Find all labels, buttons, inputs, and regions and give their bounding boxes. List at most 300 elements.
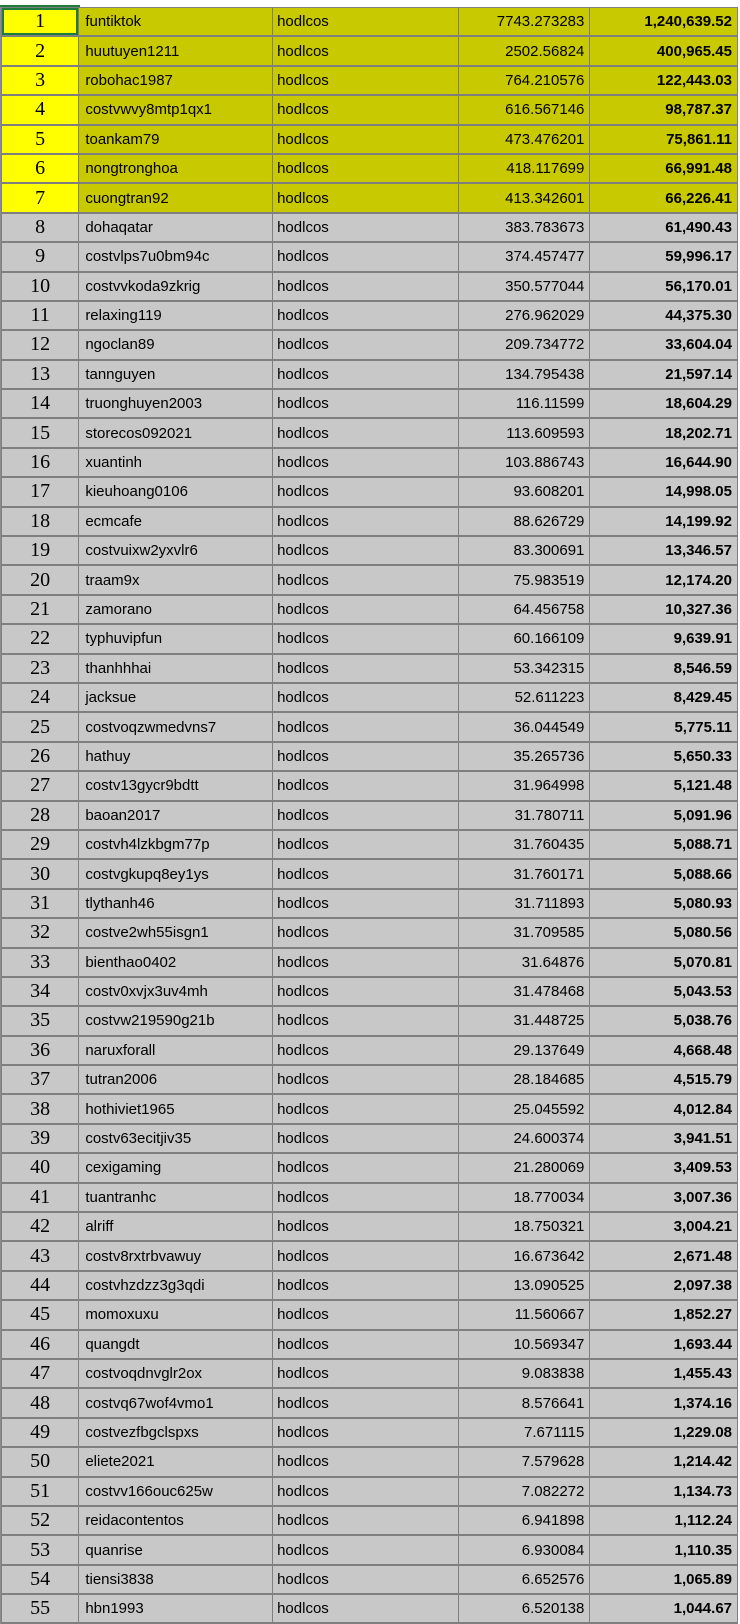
rank-cell[interactable]: 25 [2, 712, 79, 741]
amount-cell[interactable]: 103.886743 [458, 448, 590, 477]
value-cell[interactable]: 5,080.93 [590, 889, 738, 918]
value-cell[interactable]: 5,070.81 [590, 948, 738, 977]
platform-cell[interactable]: hodlcos [273, 154, 459, 183]
rank-cell[interactable]: 2 [2, 36, 79, 65]
table-row [2, 801, 738, 830]
rank-cell[interactable]: 22 [2, 624, 79, 653]
username-cell[interactable]: costvwvy8mtp1qx1 [79, 95, 273, 124]
platform-cell[interactable]: hodlcos [273, 1330, 459, 1359]
rank-cell[interactable]: 27 [2, 771, 79, 800]
value-cell[interactable]: 14,998.05 [590, 477, 738, 506]
table-row [2, 1535, 738, 1564]
rank-cell[interactable]: 50 [2, 1447, 79, 1476]
rank-cell[interactable]: 49 [2, 1418, 79, 1447]
username-cell[interactable]: costvoqzwmedvns7 [79, 712, 273, 741]
amount-cell[interactable]: 31.709585 [458, 918, 590, 947]
platform-cell[interactable]: hodlcos [273, 418, 459, 447]
amount-cell[interactable]: 418.117699 [458, 154, 590, 183]
username-cell[interactable]: hathuy [79, 742, 273, 771]
rank-cell[interactable]: 15 [2, 418, 79, 447]
table-row [2, 1183, 738, 1212]
amount-cell[interactable]: 2502.56824 [458, 36, 590, 65]
username-cell[interactable]: costv0xvjx3uv4mh [79, 977, 273, 1006]
value-cell[interactable]: 122,443.03 [590, 66, 738, 95]
value-cell[interactable]: 14,199.92 [590, 507, 738, 536]
value-cell[interactable]: 4,012.84 [590, 1094, 738, 1123]
platform-cell[interactable]: hodlcos [273, 742, 459, 771]
value-cell[interactable]: 18,202.71 [590, 418, 738, 447]
table-row [2, 1418, 738, 1447]
table-row [2, 272, 738, 301]
amount-cell[interactable]: 8.576641 [458, 1388, 590, 1417]
value-cell[interactable]: 9,639.91 [590, 624, 738, 653]
rank-cell[interactable]: 30 [2, 859, 79, 888]
table-row [2, 1447, 738, 1476]
value-cell[interactable]: 56,170.01 [590, 272, 738, 301]
amount-cell[interactable]: 16.673642 [458, 1241, 590, 1270]
amount-cell[interactable]: 7.671115 [458, 1418, 590, 1447]
rank-cell[interactable]: 42 [2, 1212, 79, 1241]
value-cell[interactable]: 2,671.48 [590, 1241, 738, 1270]
username-cell[interactable]: xuantinh [79, 448, 273, 477]
platform-cell[interactable]: hodlcos [273, 771, 459, 800]
value-cell[interactable]: 33,604.04 [590, 330, 738, 359]
username-cell[interactable]: storecos092021 [79, 418, 273, 447]
rank-cell[interactable]: 36 [2, 1036, 79, 1065]
rank-cell[interactable]: 11 [2, 301, 79, 330]
table-row [2, 477, 738, 506]
amount-cell[interactable]: 31.64876 [458, 948, 590, 977]
table-row [2, 1241, 738, 1270]
platform-cell[interactable]: hodlcos [273, 66, 459, 95]
rank-cell[interactable]: 40 [2, 1153, 79, 1182]
amount-cell[interactable]: 6.930084 [458, 1535, 590, 1564]
table-row [2, 683, 738, 712]
platform-cell[interactable]: hodlcos [273, 1418, 459, 1447]
amount-cell[interactable]: 6.652576 [458, 1565, 590, 1594]
rank-cell[interactable]: 1 [2, 8, 79, 37]
username-cell[interactable]: hothiviet1965 [79, 1094, 273, 1123]
rank-cell[interactable]: 14 [2, 389, 79, 418]
rank-cell[interactable]: 53 [2, 1535, 79, 1564]
value-cell[interactable]: 1,214.42 [590, 1447, 738, 1476]
amount-cell[interactable]: 29.137649 [458, 1036, 590, 1065]
amount-cell[interactable]: 9.083838 [458, 1359, 590, 1388]
value-cell[interactable]: 1,693.44 [590, 1330, 738, 1359]
table-row [2, 536, 738, 565]
amount-cell[interactable]: 28.184685 [458, 1065, 590, 1094]
username-cell[interactable]: costvuixw2yxvlr6 [79, 536, 273, 565]
value-cell[interactable]: 1,374.16 [590, 1388, 738, 1417]
value-cell[interactable]: 1,134.73 [590, 1477, 738, 1506]
value-cell[interactable]: 59,996.17 [590, 242, 738, 271]
rank-cell[interactable]: 47 [2, 1359, 79, 1388]
platform-cell[interactable]: hodlcos [273, 595, 459, 624]
username-cell[interactable]: costvv166ouc625w [79, 1477, 273, 1506]
rank-cell[interactable]: 52 [2, 1506, 79, 1535]
platform-cell[interactable]: hodlcos [273, 360, 459, 389]
amount-cell[interactable]: 276.962029 [458, 301, 590, 330]
amount-cell[interactable]: 7743.273283 [458, 8, 590, 37]
table-row [2, 183, 738, 212]
amount-cell[interactable]: 52.611223 [458, 683, 590, 712]
amount-cell[interactable]: 53.342315 [458, 654, 590, 683]
value-cell[interactable]: 1,044.67 [590, 1594, 738, 1623]
rank-cell[interactable]: 20 [2, 565, 79, 594]
rank-cell[interactable]: 10 [2, 272, 79, 301]
amount-cell[interactable]: 31.964998 [458, 771, 590, 800]
value-cell[interactable]: 1,455.43 [590, 1359, 738, 1388]
value-cell[interactable]: 1,112.24 [590, 1506, 738, 1535]
amount-cell[interactable]: 113.609593 [458, 418, 590, 447]
platform-cell[interactable]: hodlcos [273, 1271, 459, 1300]
username-cell[interactable]: relaxing119 [79, 301, 273, 330]
rank-cell[interactable]: 32 [2, 918, 79, 947]
platform-cell[interactable]: hodlcos [273, 654, 459, 683]
platform-cell[interactable]: hodlcos [273, 1065, 459, 1094]
username-cell[interactable]: typhuvipfun [79, 624, 273, 653]
platform-cell[interactable]: hodlcos [273, 95, 459, 124]
value-cell[interactable]: 1,240,639.52 [590, 8, 738, 37]
rank-cell[interactable]: 35 [2, 1006, 79, 1035]
amount-cell[interactable]: 11.560667 [458, 1300, 590, 1329]
platform-cell[interactable]: hodlcos [273, 507, 459, 536]
username-cell[interactable]: dohaqatar [79, 213, 273, 242]
table-row [2, 8, 738, 37]
platform-cell[interactable]: hodlcos [273, 330, 459, 359]
rank-cell[interactable]: 39 [2, 1124, 79, 1153]
username-cell[interactable]: tuantranhc [79, 1183, 273, 1212]
rank-cell[interactable]: 34 [2, 977, 79, 1006]
platform-cell[interactable]: hodlcos [273, 183, 459, 212]
rank-cell[interactable]: 43 [2, 1241, 79, 1270]
platform-cell[interactable]: hodlcos [273, 1388, 459, 1417]
value-cell[interactable]: 4,668.48 [590, 1036, 738, 1065]
value-cell[interactable]: 1,065.89 [590, 1565, 738, 1594]
rank-cell[interactable]: 28 [2, 801, 79, 830]
value-cell[interactable]: 44,375.30 [590, 301, 738, 330]
amount-cell[interactable]: 31.711893 [458, 889, 590, 918]
platform-cell[interactable]: hodlcos [273, 36, 459, 65]
platform-cell[interactable]: hodlcos [273, 859, 459, 888]
amount-cell[interactable]: 134.795438 [458, 360, 590, 389]
username-cell[interactable]: robohac1987 [79, 66, 273, 95]
username-cell[interactable]: cexigaming [79, 1153, 273, 1182]
rank-cell[interactable]: 31 [2, 889, 79, 918]
username-cell[interactable]: costvgkupq8ey1ys [79, 859, 273, 888]
rank-cell[interactable]: 3 [2, 66, 79, 95]
username-cell[interactable]: costv63ecitjiv35 [79, 1124, 273, 1153]
username-cell[interactable]: thanhhhai [79, 654, 273, 683]
platform-cell[interactable]: hodlcos [273, 683, 459, 712]
table-row [2, 36, 738, 65]
platform-cell[interactable]: hodlcos [273, 301, 459, 330]
amount-cell[interactable]: 88.626729 [458, 507, 590, 536]
amount-cell[interactable]: 25.045592 [458, 1094, 590, 1123]
platform-cell[interactable]: hodlcos [273, 1506, 459, 1535]
platform-cell[interactable]: hodlcos [273, 565, 459, 594]
amount-cell[interactable]: 10.569347 [458, 1330, 590, 1359]
value-cell[interactable]: 5,080.56 [590, 918, 738, 947]
amount-cell[interactable]: 93.608201 [458, 477, 590, 506]
username-cell[interactable]: costvq67wof4vmo1 [79, 1388, 273, 1417]
value-cell[interactable]: 5,043.53 [590, 977, 738, 1006]
table-row [2, 624, 738, 653]
platform-cell[interactable]: hodlcos [273, 801, 459, 830]
platform-cell[interactable]: hodlcos [273, 1594, 459, 1623]
table-row [2, 1359, 738, 1388]
username-cell[interactable]: baoan2017 [79, 801, 273, 830]
platform-cell[interactable]: hodlcos [273, 448, 459, 477]
amount-cell[interactable]: 116.11599 [458, 389, 590, 418]
rank-cell[interactable]: 44 [2, 1271, 79, 1300]
rank-cell[interactable]: 51 [2, 1477, 79, 1506]
value-cell[interactable]: 61,490.43 [590, 213, 738, 242]
username-cell[interactable]: momoxuxu [79, 1300, 273, 1329]
rank-cell[interactable]: 8 [2, 213, 79, 242]
username-cell[interactable]: jacksue [79, 683, 273, 712]
rank-cell[interactable]: 12 [2, 330, 79, 359]
username-cell[interactable]: huutuyen1211 [79, 36, 273, 65]
platform-cell[interactable]: hodlcos [273, 242, 459, 271]
platform-cell[interactable]: hodlcos [273, 1535, 459, 1564]
amount-cell[interactable]: 31.478468 [458, 977, 590, 1006]
username-cell[interactable]: ecmcafe [79, 507, 273, 536]
value-cell[interactable]: 5,121.48 [590, 771, 738, 800]
value-cell[interactable]: 5,091.96 [590, 801, 738, 830]
rank-cell[interactable]: 21 [2, 595, 79, 624]
username-cell[interactable]: costvoqdnvglr2ox [79, 1359, 273, 1388]
username-cell[interactable]: truonghuyen2003 [79, 389, 273, 418]
amount-cell[interactable]: 7.082272 [458, 1477, 590, 1506]
value-cell[interactable]: 5,088.66 [590, 859, 738, 888]
value-cell[interactable]: 3,007.36 [590, 1183, 738, 1212]
platform-cell[interactable]: hodlcos [273, 1036, 459, 1065]
amount-cell[interactable]: 616.567146 [458, 95, 590, 124]
platform-cell[interactable]: hodlcos [273, 1124, 459, 1153]
username-cell[interactable]: costve2wh55isgn1 [79, 918, 273, 947]
value-cell[interactable]: 10,327.36 [590, 595, 738, 624]
value-cell[interactable]: 66,991.48 [590, 154, 738, 183]
platform-cell[interactable]: hodlcos [273, 712, 459, 741]
value-cell[interactable]: 66,226.41 [590, 183, 738, 212]
amount-cell[interactable]: 473.476201 [458, 125, 590, 154]
table-row [2, 66, 738, 95]
platform-cell[interactable]: hodlcos [273, 1212, 459, 1241]
amount-cell[interactable]: 64.456758 [458, 595, 590, 624]
platform-cell[interactable]: hodlcos [273, 8, 459, 37]
username-cell[interactable]: quangdt [79, 1330, 273, 1359]
amount-cell[interactable]: 83.300691 [458, 536, 590, 565]
value-cell[interactable]: 1,110.35 [590, 1535, 738, 1564]
platform-cell[interactable]: hodlcos [273, 125, 459, 154]
value-cell[interactable]: 5,650.33 [590, 742, 738, 771]
amount-cell[interactable]: 350.577044 [458, 272, 590, 301]
username-cell[interactable]: naruxforall [79, 1036, 273, 1065]
platform-cell[interactable]: hodlcos [273, 536, 459, 565]
platform-cell[interactable]: hodlcos [273, 889, 459, 918]
rank-cell[interactable]: 55 [2, 1594, 79, 1623]
value-cell[interactable]: 3,004.21 [590, 1212, 738, 1241]
rank-cell[interactable]: 16 [2, 448, 79, 477]
rank-cell[interactable]: 26 [2, 742, 79, 771]
amount-cell[interactable]: 383.783673 [458, 213, 590, 242]
rank-cell[interactable]: 13 [2, 360, 79, 389]
platform-cell[interactable]: hodlcos [273, 389, 459, 418]
value-cell[interactable]: 13,346.57 [590, 536, 738, 565]
value-cell[interactable]: 18,604.29 [590, 389, 738, 418]
rank-cell[interactable]: 29 [2, 830, 79, 859]
amount-cell[interactable]: 24.600374 [458, 1124, 590, 1153]
platform-cell[interactable]: hodlcos [273, 1565, 459, 1594]
platform-cell[interactable]: hodlcos [273, 1094, 459, 1123]
platform-cell[interactable]: hodlcos [273, 213, 459, 242]
table-row [2, 1212, 738, 1241]
amount-cell[interactable]: 6.520138 [458, 1594, 590, 1623]
value-cell[interactable]: 400,965.45 [590, 36, 738, 65]
username-cell[interactable]: alriff [79, 1212, 273, 1241]
value-cell[interactable]: 3,409.53 [590, 1153, 738, 1182]
rank-cell[interactable]: 46 [2, 1330, 79, 1359]
rank-cell[interactable]: 6 [2, 154, 79, 183]
platform-cell[interactable]: hodlcos [273, 1006, 459, 1035]
username-cell[interactable]: costvvkoda9zkrig [79, 272, 273, 301]
rank-cell[interactable]: 38 [2, 1094, 79, 1123]
amount-cell[interactable]: 18.770034 [458, 1183, 590, 1212]
value-cell[interactable]: 1,852.27 [590, 1300, 738, 1329]
rank-cell[interactable]: 5 [2, 125, 79, 154]
username-cell[interactable]: costv8rxtrbvawuy [79, 1241, 273, 1270]
table-row [2, 1094, 738, 1123]
platform-cell[interactable]: hodlcos [273, 1447, 459, 1476]
amount-cell[interactable]: 209.734772 [458, 330, 590, 359]
username-cell[interactable]: costvh4lzkbgm77p [79, 830, 273, 859]
value-cell[interactable]: 98,787.37 [590, 95, 738, 124]
username-cell[interactable]: quanrise [79, 1535, 273, 1564]
amount-cell[interactable]: 13.090525 [458, 1271, 590, 1300]
platform-cell[interactable]: hodlcos [273, 477, 459, 506]
rank-cell[interactable]: 9 [2, 242, 79, 271]
amount-cell[interactable]: 35.265736 [458, 742, 590, 771]
amount-cell[interactable]: 374.457477 [458, 242, 590, 271]
rank-cell[interactable]: 17 [2, 477, 79, 506]
platform-cell[interactable]: hodlcos [273, 1183, 459, 1212]
username-cell[interactable]: funtiktok [79, 8, 273, 37]
username-cell[interactable]: eliete2021 [79, 1447, 273, 1476]
platform-cell[interactable]: hodlcos [273, 1241, 459, 1270]
username-cell[interactable]: bienthao0402 [79, 948, 273, 977]
value-cell[interactable]: 1,229.08 [590, 1418, 738, 1447]
rank-cell[interactable]: 45 [2, 1300, 79, 1329]
amount-cell[interactable]: 75.983519 [458, 565, 590, 594]
amount-cell[interactable]: 7.579628 [458, 1447, 590, 1476]
amount-cell[interactable]: 31.780711 [458, 801, 590, 830]
amount-cell[interactable]: 31.760171 [458, 859, 590, 888]
username-cell[interactable]: toankam79 [79, 125, 273, 154]
value-cell[interactable]: 2,097.38 [590, 1271, 738, 1300]
platform-cell[interactable]: hodlcos [273, 1359, 459, 1388]
value-cell[interactable]: 5,775.11 [590, 712, 738, 741]
username-cell[interactable]: nongtronghoa [79, 154, 273, 183]
amount-cell[interactable]: 18.750321 [458, 1212, 590, 1241]
platform-cell[interactable]: hodlcos [273, 624, 459, 653]
username-cell[interactable]: kieuhoang0106 [79, 477, 273, 506]
table-row [2, 712, 738, 741]
rank-cell[interactable]: 41 [2, 1183, 79, 1212]
amount-cell[interactable]: 31.760435 [458, 830, 590, 859]
rank-cell[interactable]: 24 [2, 683, 79, 712]
table-row [2, 1065, 738, 1094]
value-cell[interactable]: 75,861.11 [590, 125, 738, 154]
username-cell[interactable]: reidacontentos [79, 1506, 273, 1535]
platform-cell[interactable]: hodlcos [273, 1300, 459, 1329]
value-cell[interactable]: 8,429.45 [590, 683, 738, 712]
table-row [2, 507, 738, 536]
value-cell[interactable]: 5,088.71 [590, 830, 738, 859]
username-cell[interactable]: costvlps7u0bm94c [79, 242, 273, 271]
value-cell[interactable]: 12,174.20 [590, 565, 738, 594]
value-cell[interactable]: 4,515.79 [590, 1065, 738, 1094]
platform-cell[interactable]: hodlcos [273, 918, 459, 947]
platform-cell[interactable]: hodlcos [273, 948, 459, 977]
rank-cell[interactable]: 54 [2, 1565, 79, 1594]
platform-cell[interactable]: hodlcos [273, 1153, 459, 1182]
rank-cell[interactable]: 33 [2, 948, 79, 977]
table-row [2, 1271, 738, 1300]
amount-cell[interactable]: 36.044549 [458, 712, 590, 741]
value-cell[interactable]: 5,038.76 [590, 1006, 738, 1035]
value-cell[interactable]: 16,644.90 [590, 448, 738, 477]
rank-cell[interactable]: 48 [2, 1388, 79, 1417]
table-row [2, 889, 738, 918]
username-cell[interactable]: tannguyen [79, 360, 273, 389]
username-cell[interactable]: costv13gycr9bdtt [79, 771, 273, 800]
amount-cell[interactable]: 60.166109 [458, 624, 590, 653]
username-cell[interactable]: tutran2006 [79, 1065, 273, 1094]
platform-cell[interactable]: hodlcos [273, 272, 459, 301]
username-cell[interactable]: zamorano [79, 595, 273, 624]
table-row [2, 389, 738, 418]
amount-cell[interactable]: 6.941898 [458, 1506, 590, 1535]
username-cell[interactable]: ngoclan89 [79, 330, 273, 359]
rank-cell[interactable]: 7 [2, 183, 79, 212]
username-cell[interactable]: costvw219590g21b [79, 1006, 273, 1035]
username-cell[interactable]: costvezfbgclspxs [79, 1418, 273, 1447]
rank-cell[interactable]: 23 [2, 654, 79, 683]
value-cell[interactable]: 3,941.51 [590, 1124, 738, 1153]
username-cell[interactable]: tiensi3838 [79, 1565, 273, 1594]
value-cell[interactable]: 21,597.14 [590, 360, 738, 389]
amount-cell[interactable]: 31.448725 [458, 1006, 590, 1035]
rank-cell[interactable]: 4 [2, 95, 79, 124]
username-cell[interactable]: costvhzdzz3g3qdi [79, 1271, 273, 1300]
username-cell[interactable]: traam9x [79, 565, 273, 594]
amount-cell[interactable]: 764.210576 [458, 66, 590, 95]
amount-cell[interactable]: 21.280069 [458, 1153, 590, 1182]
username-cell[interactable]: cuongtran92 [79, 183, 273, 212]
rank-cell[interactable]: 37 [2, 1065, 79, 1094]
platform-cell[interactable]: hodlcos [273, 1477, 459, 1506]
platform-cell[interactable]: hodlcos [273, 830, 459, 859]
value-cell[interactable]: 8,546.59 [590, 654, 738, 683]
username-cell[interactable]: hbn1993 [79, 1594, 273, 1623]
table-row [2, 1153, 738, 1182]
rank-cell[interactable]: 19 [2, 536, 79, 565]
rank-cell[interactable]: 18 [2, 507, 79, 536]
amount-cell[interactable]: 413.342601 [458, 183, 590, 212]
username-cell[interactable]: tlythanh46 [79, 889, 273, 918]
platform-cell[interactable]: hodlcos [273, 977, 459, 1006]
